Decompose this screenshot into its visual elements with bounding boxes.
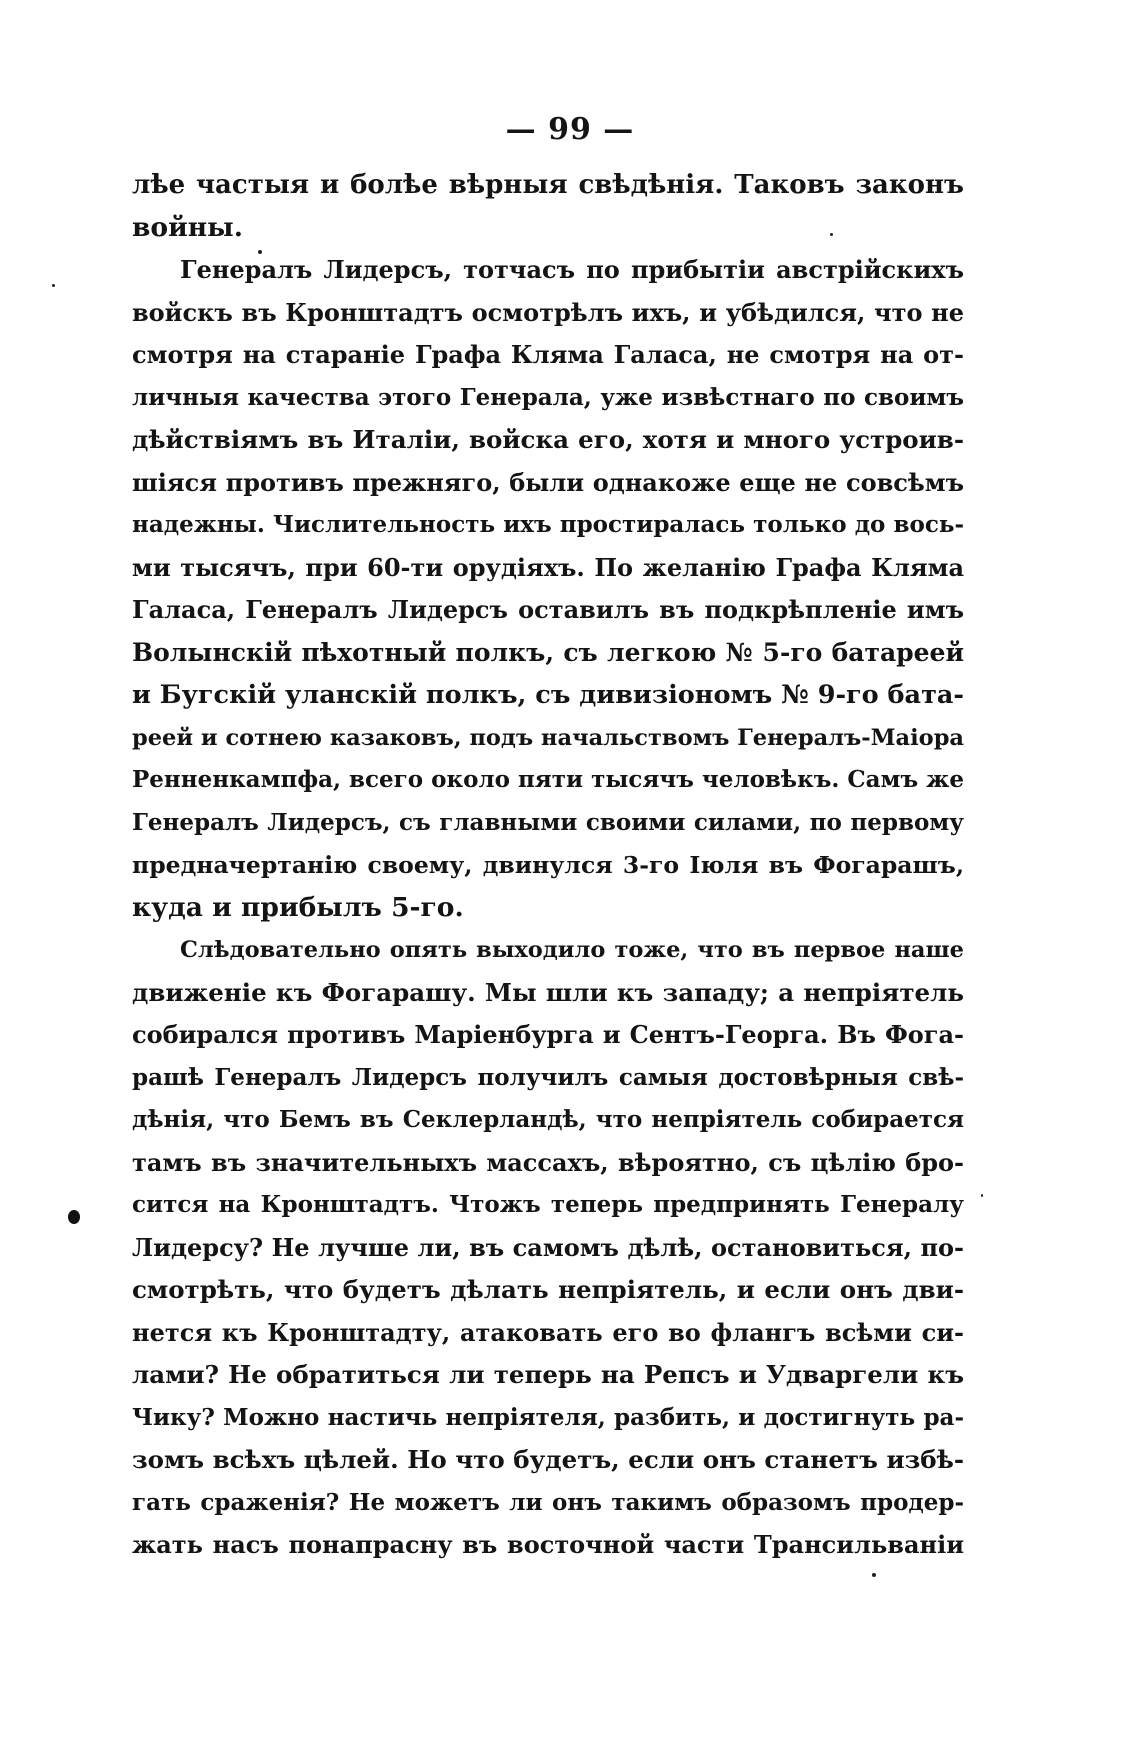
text-line: Волынскій пѣхотный полкъ, съ легкою № 5-го батареей	[132, 637, 964, 667]
scan-speck	[830, 233, 833, 236]
scan-speck	[258, 250, 262, 254]
scan-speck	[872, 1573, 876, 1577]
text-line: войны.	[132, 211, 243, 243]
body-text	[132, 164, 964, 1567]
text-line: смотря на стараніе Графа Кляма Галаса, не смотря на от-	[132, 340, 964, 369]
scan-speck	[52, 284, 55, 287]
text-line: предначертанію своему, двинулся 3-го Іюля въ Фогарашъ,	[132, 851, 964, 879]
text-line: шіяся противъ прежняго, были однакоже еще не совсѣмъ	[132, 467, 964, 497]
text-line: куда и прибылъ 5-го.	[132, 891, 464, 923]
text-line: рашѣ Генералъ Лидерсъ получилъ самыя достовѣрныя свѣ-	[132, 1063, 964, 1091]
text-line: гать сраженія? Не можетъ ли онъ такимъ образомъ продер-	[132, 1488, 964, 1516]
text-line: смотрѣть, что будетъ дѣлать непріятель, и если онъ дви-	[132, 1275, 964, 1304]
text-line: собирался противъ Маріенбурга и Сентъ-Георга. Въ Фога-	[132, 1020, 964, 1049]
paragraph-start-line: Генералъ Лидерсъ, тотчасъ по прибытіи австрійскихъ	[180, 255, 964, 284]
scan-speck	[68, 1210, 80, 1224]
text-line: нется къ Кронштадту, атаковать его во флангъ всѣми си-	[132, 1317, 964, 1347]
text-line: движеніе къ Фогарашу. Мы шли къ западу; а непріятель	[132, 977, 964, 1007]
text-line: реей и сотнею казаковъ, подъ начальствомъ Генералъ-Маіора	[132, 724, 964, 751]
text-line: лами? Не обратиться ли теперь на Репсъ и Удваргели къ	[132, 1360, 964, 1389]
page-number: — 99 —	[505, 112, 635, 147]
text-line: зомъ всѣхъ цѣлей. Но что будетъ, если онъ станетъ избѣ-	[132, 1445, 964, 1474]
text-line: и Бугскій уланскій полкъ, съ дивизіономъ № 9-го бата-	[132, 680, 964, 710]
text-line: тамъ въ значительныхъ массахъ, вѣроятно, съ цѣлію бро-	[132, 1147, 964, 1177]
paragraph-start-line: Слѣдовательно опять выходило тоже, что въ первое наше	[180, 937, 964, 963]
text-line: войскъ въ Кронштадтъ осмотрѣлъ ихъ, и убѣдился, что не	[132, 297, 964, 327]
text-line: дѣйствіямъ въ Италіи, войска его, хотя и много устроив-	[132, 425, 964, 454]
text-line: личныя качества этого Генерала, уже извѣстнаго по своимъ	[132, 383, 964, 411]
text-line: Чику? Можно настичь непріятеля, разбить, и достигнуть ра-	[132, 1403, 964, 1431]
text-line: ми тысячъ, при 60-ти орудіяхъ. По желанію Графа Кляма	[132, 552, 964, 582]
text-line: жать насъ понапрасну въ восточной части Трансильваніи	[132, 1530, 964, 1559]
text-line: надежны. Числительность ихъ простиралась только до вось-	[132, 511, 964, 538]
scan-speck	[981, 1194, 983, 1197]
text-line: сится на Кронштадтъ. Чтожъ теперь предпринять Генералу	[132, 1191, 964, 1218]
text-line: Ренненкампфа, всего около пяти тысячъ человѣкъ. Самъ же	[132, 766, 964, 793]
text-line: Лидерсу? Не лучше ли, въ самомъ дѣлѣ, остановиться, по-	[132, 1232, 964, 1262]
text-line: дѣнія, что Бемъ въ Секлерландѣ, что непріятель собирается	[132, 1106, 964, 1133]
text-line: Генералъ Лидерсъ, съ главными своими силами, по первому	[132, 808, 964, 836]
text-line: лѣе частыя и болѣе вѣрныя свѣдѣнія. Таковъ законъ	[132, 170, 964, 200]
text-line: Галаса, Генералъ Лидерсъ оставилъ въ подкрѣпленіе имъ	[132, 595, 964, 624]
